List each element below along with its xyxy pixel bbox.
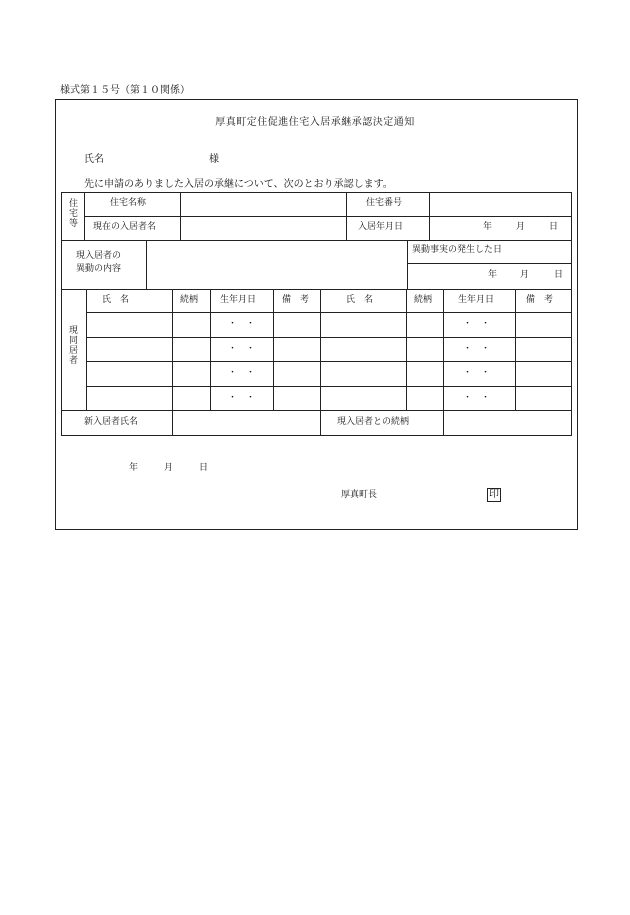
col-header-name-1: 氏 名 [102, 295, 130, 305]
event-date-label: 異動事実の発生した日 [412, 245, 503, 255]
birthdate-dots-r3-c2: ・ ・ [463, 368, 491, 378]
footer-day-unit: 日 [199, 463, 209, 473]
new-resident-relation-label: 現入居者との続柄 [337, 417, 410, 427]
col-header-remarks-1: 備 考 [282, 295, 310, 305]
birthdate-dots-r1-c2: ・ ・ [463, 319, 491, 329]
intro-text: 先に申請のありました入居の承継について、次のとおり承認します。 [84, 179, 393, 190]
change-content-label-2: 異動の内容 [76, 264, 122, 274]
event-day-unit: 日 [554, 270, 564, 280]
birthdate-dots-r4-c1: ・ ・ [228, 393, 256, 403]
footer-year-unit: 年 [129, 463, 139, 473]
move-in-day-unit: 日 [549, 222, 559, 232]
birthdate-dots-r2-c1: ・ ・ [228, 344, 256, 354]
seal-stamp: 印 [489, 489, 499, 500]
page-title: 厚真町定住促進住宅入居承継承認決定通知 [215, 117, 415, 128]
col-header-relation-1: 続柄 [180, 295, 199, 305]
col-header-remarks-2: 備 考 [526, 295, 554, 305]
birthdate-dots-r4-c2: ・ ・ [463, 393, 491, 403]
current-resident-label: 現在の入居者名 [93, 222, 157, 232]
housing-name-label: 住宅名称 [110, 198, 147, 208]
event-month-unit: 月 [520, 270, 530, 280]
new-resident-name-label: 新入居者氏名 [84, 417, 139, 427]
issuer-title: 厚真町長 [341, 490, 378, 500]
form-header: 様式第１５号（第１０関係） [60, 85, 190, 96]
footer-month-unit: 月 [164, 463, 174, 473]
col-header-birthdate-1: 生年月日 [220, 295, 257, 305]
housing-number-label: 住宅番号 [366, 198, 403, 208]
birthdate-dots-r3-c1: ・ ・ [228, 368, 256, 378]
housing-group-label: 住宅等 [67, 198, 77, 228]
col-header-name-2: 氏 名 [346, 295, 374, 305]
addressee-honorific: 様 [209, 154, 219, 165]
change-content-label-1: 現入居者の [76, 251, 122, 261]
event-year-unit: 年 [488, 270, 498, 280]
move-in-date-label: 入居年月日 [358, 222, 404, 232]
addressee-name-label: 氏名 [84, 154, 104, 165]
col-header-relation-2: 続柄 [414, 295, 433, 305]
col-header-birthdate-2: 生年月日 [458, 295, 495, 305]
move-in-year-unit: 年 [483, 222, 493, 232]
birthdate-dots-r1-c1: ・ ・ [228, 319, 256, 329]
cohabitants-group-label: 現同居者 [67, 325, 77, 365]
move-in-month-unit: 月 [516, 222, 526, 232]
birthdate-dots-r2-c2: ・ ・ [463, 344, 491, 354]
